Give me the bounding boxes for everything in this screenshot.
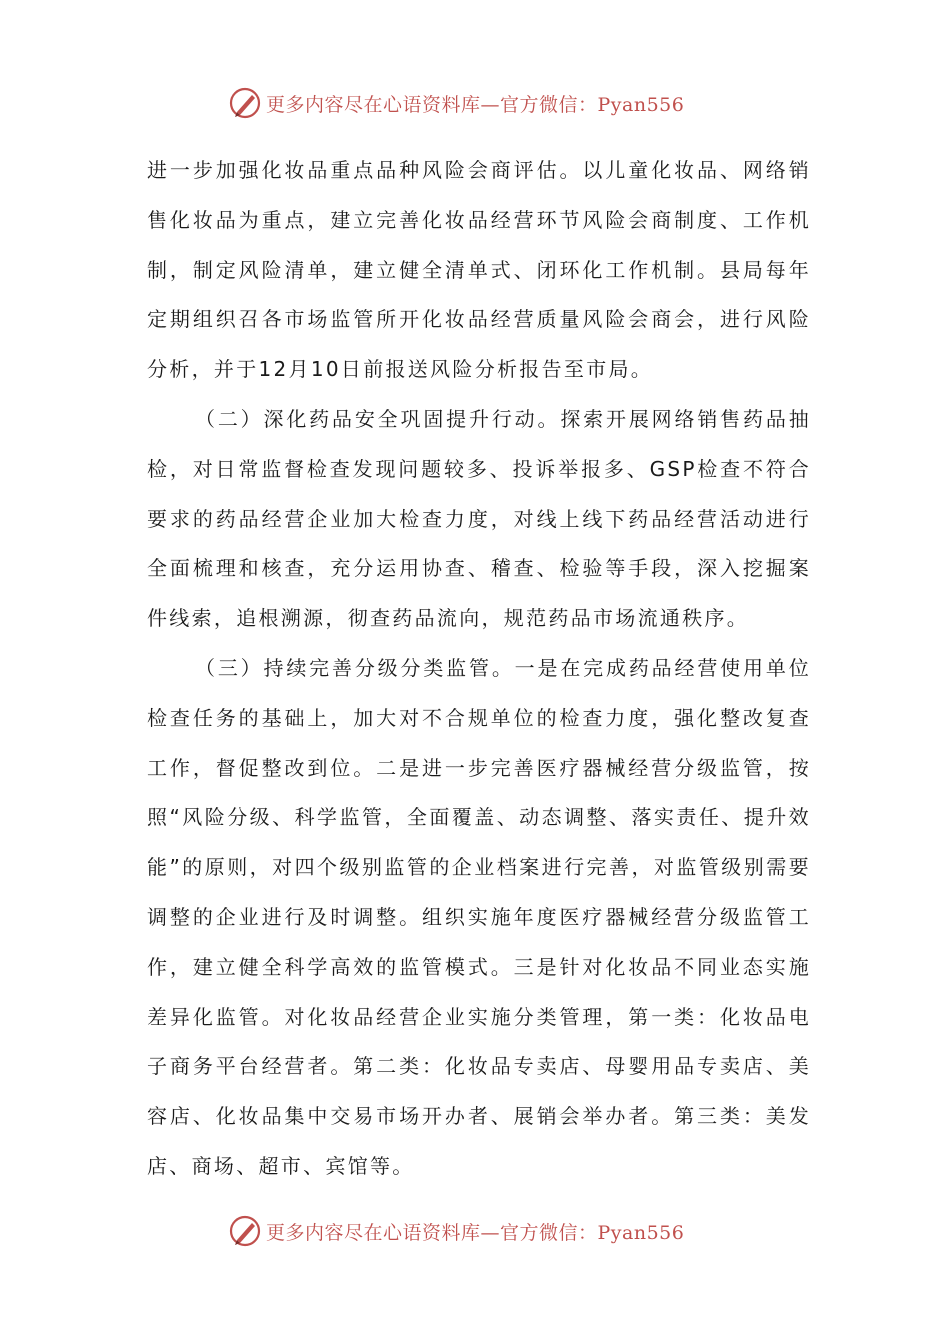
paragraph-1: 进一步加强化妆品重点品种风险会商评估。以儿童化妆品、网络销售化妆品为重点，建立完善化妆品经营环节风险会商制度、工作机制，制定风险清单，建立健全清单式、闭环化工作机制。县局每年定期组织召各市场监管所开化妆品经营质量风险会商会，进行风险分析，并于12月10日前报送风险分析报告至市局。 bbox=[147, 158, 811, 382]
footer-watermark bbox=[228, 1213, 684, 1249]
watermark-text: 更多内容尽在心语资料库—官方微信：Pyan556 bbox=[266, 1221, 685, 1244]
paragraph-3: （三）持续完善分级分类监管。一是在完成药品经营使用单位检查任务的基础上，加大对不合规单位的检查力度，强化整改复查工作，督促整改到位。二是进一步完善医疗器械经营分级监管，按照“风险分级、科学监管，全面覆盖、动态调整、落实责任、提升效能”的原则，对四个级别监管的企业档案进行完善，对监管级别需要调整的企业进行及时调整。组织实施年度医疗器械经营分级监管工作，建立健全科学高效的监管模式。三是针对化妆品不同业态实施差异化监管。对化妆品经营企业实施分类管理，第一类：化妆品电子商务平台经营者。第二类：化妆品专卖店、母婴用品专卖店、美容店、化妆品集中交易市场开办者、展销会举办者。第三类：美发店、商场、超市、宾馆等。 bbox=[147, 655, 811, 1178]
watermark-text: 更多内容尽在心语资料库—官方微信：Pyan556 bbox=[266, 93, 685, 116]
header-watermark bbox=[228, 85, 684, 121]
document-body bbox=[147, 146, 811, 1192]
paragraph-2: （二）深化药品安全巩固提升行动。探索开展网络销售药品抽检，对日常监督检查发现问题较多、投诉举报多、GSP检查不符合要求的药品经营企业加大检查力度，对线上线下药品经营活动进行全面梳理和核查，充分运用协查、稽查、检验等手段，深入挖掘案件线索，追根溯源，彻查药品流向，规范药品市场流通秩序。 bbox=[147, 406, 811, 631]
pen-logo-icon bbox=[228, 1214, 262, 1248]
pen-logo-icon bbox=[228, 86, 262, 120]
